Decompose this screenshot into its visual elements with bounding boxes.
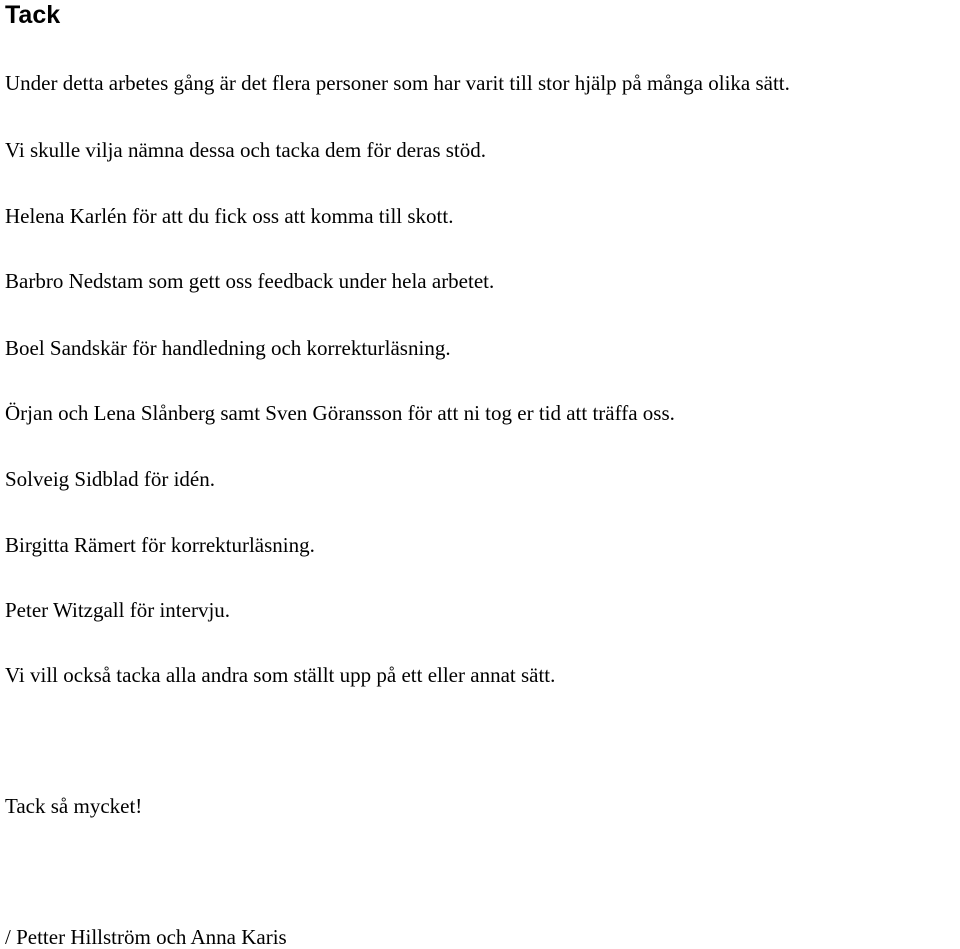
closing-text: Tack så mycket!	[5, 794, 143, 818]
paragraph-thanks-boel: Boel Sandskär för handledning och korrekturläsning.	[5, 336, 451, 360]
paragraph-mention: Vi skulle vilja nämna dessa och tacka dem för deras stöd.	[5, 138, 487, 162]
signature: / Petter Hillström och Anna Karis	[5, 925, 287, 949]
paragraph-thanks-helena: Helena Karlén för att du fick oss att komma till skott.	[5, 204, 454, 228]
paragraph-thanks-orjan: Örjan och Lena Slånberg samt Sven Göransson för att ni tog er tid att träffa oss.	[5, 401, 675, 425]
page-title: Tack	[5, 1, 61, 29]
paragraph-thanks-peter: Peter Witzgall för intervju.	[5, 598, 231, 622]
paragraph-thanks-barbro: Barbro Nedstam som gett oss feedback under hela arbetet.	[5, 269, 495, 293]
paragraph-thanks-birgitta: Birgitta Rämert för korrekturläsning.	[5, 533, 315, 557]
paragraph-intro: Under detta arbetes gång är det flera personer som har varit till stor hjälp på många olika sätt.	[5, 71, 790, 95]
paragraph-thanks-others: Vi vill också tacka alla andra som ställt upp på ett eller annat sätt.	[5, 663, 556, 687]
paragraph-thanks-solveig: Solveig Sidblad för idén.	[5, 467, 215, 491]
